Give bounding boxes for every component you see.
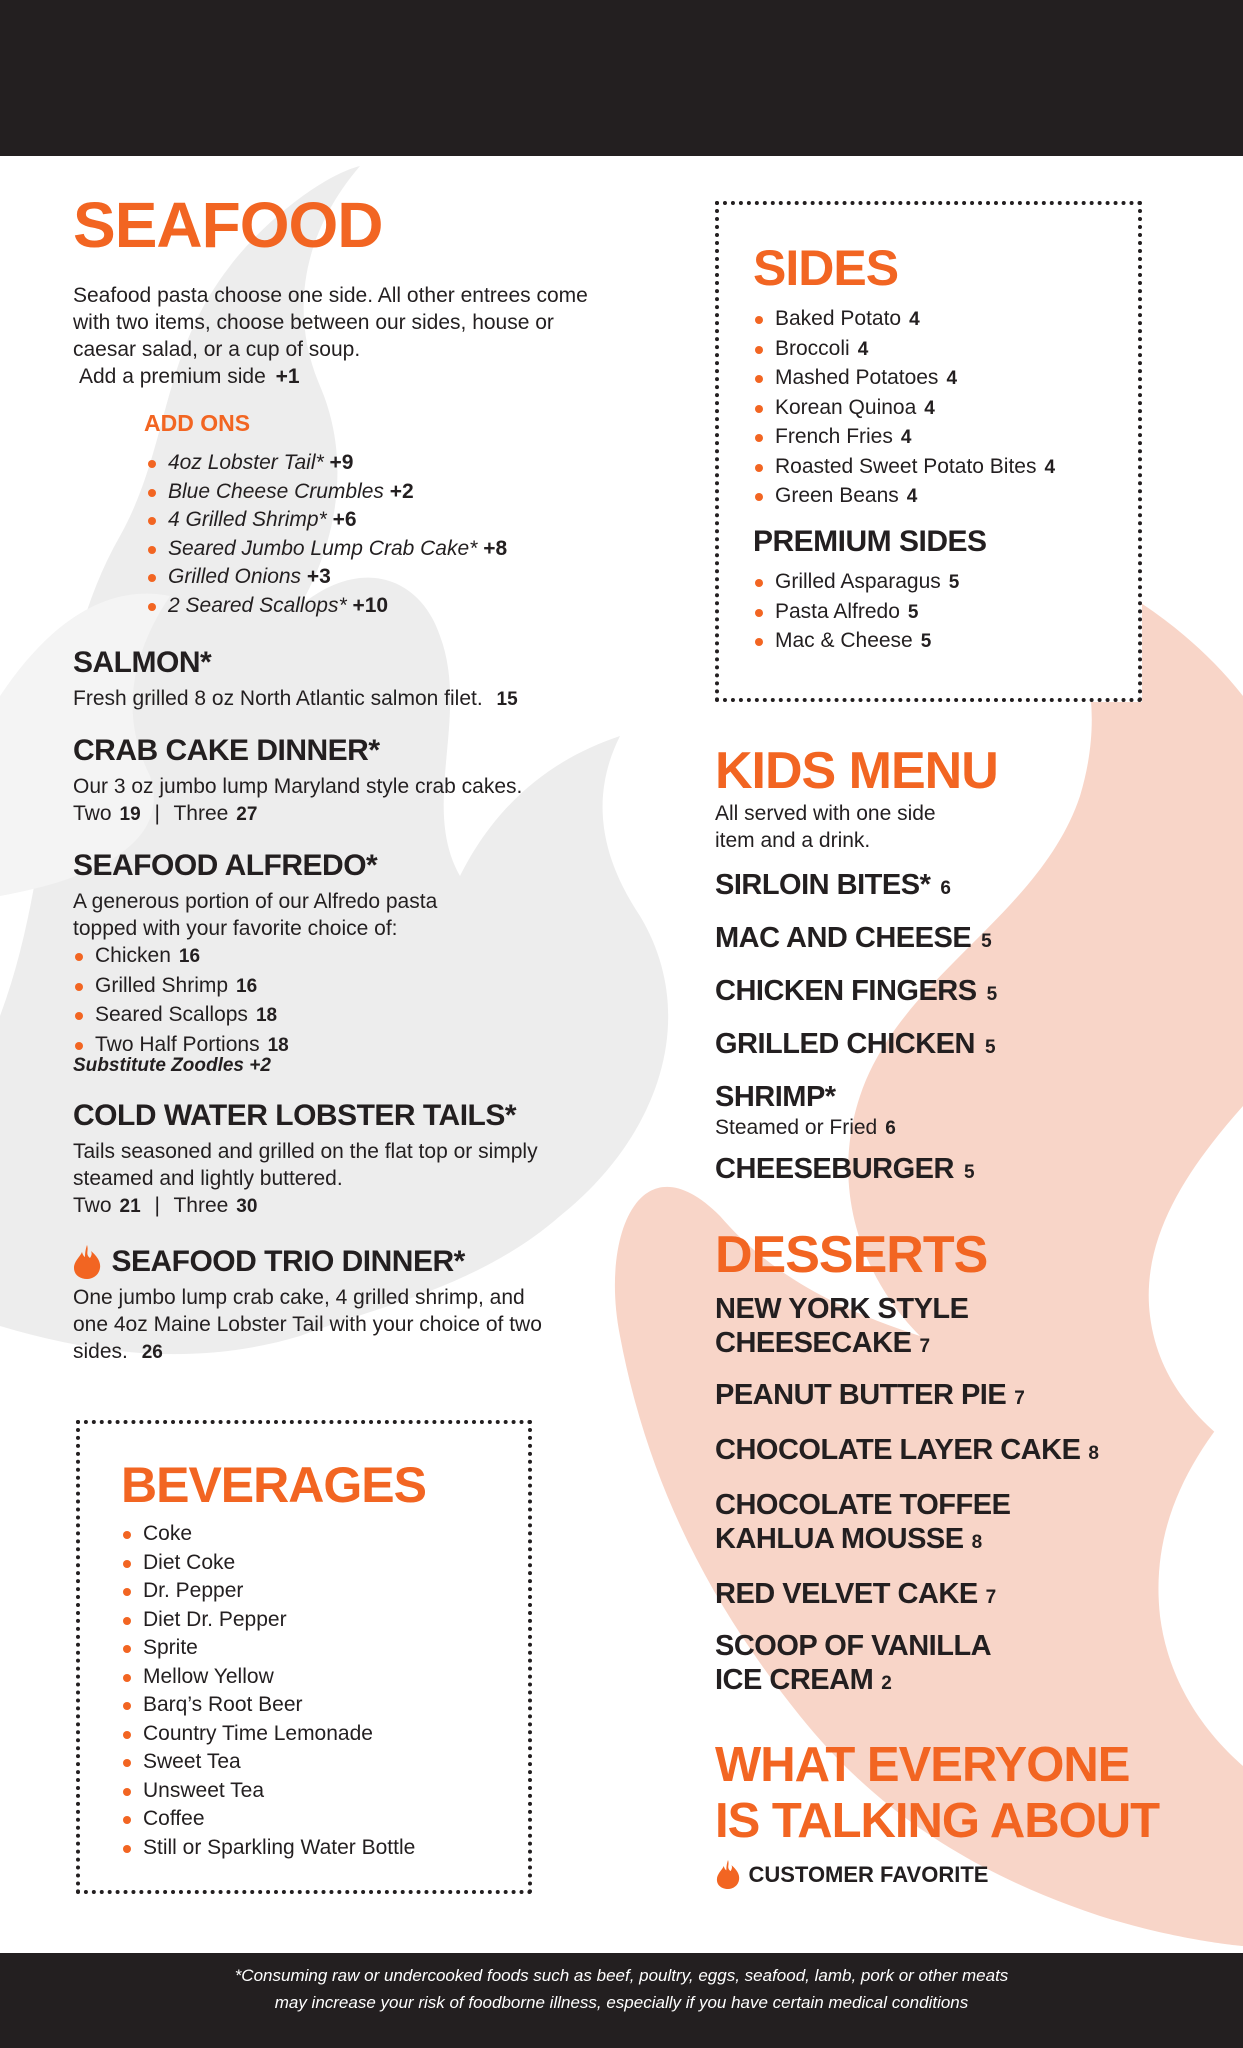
- beverage-item: Mellow Yellow: [121, 1663, 511, 1692]
- beverages-title: BEVERAGES: [121, 1457, 426, 1513]
- addons-title: ADD ONS: [144, 410, 251, 436]
- kids-item-shrimp: SHRIMP*: [715, 1081, 836, 1113]
- beverage-item: Diet Coke: [121, 1549, 511, 1578]
- crab-cake-title: CRAB CAKE DINNER*: [73, 734, 380, 767]
- salmon-desc: Fresh grilled 8 oz North Atlantic salmon filet.: [73, 687, 483, 710]
- favorite-legend: [716, 1860, 988, 1889]
- talking-title: [715, 1737, 1159, 1849]
- lobster-desc: Tails seasoned and grilled on the flat top or simply steamed and lightly buttered.: [73, 1140, 538, 1190]
- kids-item: GRILLED CHICKEN 5: [715, 1028, 996, 1060]
- crab-cake-desc: Our 3 oz jumbo lump Maryland style crab cakes.: [73, 775, 523, 798]
- lobster-two-price: 21: [119, 1196, 141, 1217]
- premium-side-text: Add a premium side: [79, 365, 266, 388]
- lobster-title: COLD WATER LOBSTER TAILS*: [73, 1099, 517, 1132]
- beverage-item: Sweet Tea: [121, 1748, 511, 1777]
- addon-item: 4oz Lobster Tail* +9: [146, 449, 596, 478]
- trio-desc-line: [73, 1284, 553, 1366]
- kids-title: KIDS MENU: [715, 742, 998, 800]
- desserts-title: DESSERTS: [715, 1226, 988, 1284]
- trio-title-row: [73, 1244, 465, 1280]
- side-item: Green Beans 4: [753, 482, 1133, 512]
- dessert-item: CHOCOLATE TOFFEE KAHLUA MOUSSE 8: [715, 1489, 1011, 1555]
- crab-three-price: 27: [236, 804, 258, 825]
- premium-side-item: Pasta Alfredo 5: [753, 598, 1133, 628]
- beverage-item: Still or Sparkling Water Bottle: [121, 1834, 511, 1863]
- premium-side-item: Mac & Cheese 5: [753, 627, 1133, 657]
- beverage-item: Dr. Pepper: [121, 1577, 511, 1606]
- premium-sides-title: PREMIUM SIDES: [753, 525, 987, 558]
- talking-line-2: IS TALKING ABOUT: [715, 1794, 1160, 1848]
- kids-item: SIRLOIN BITES* 6: [715, 869, 951, 901]
- trio-price: 26: [141, 1342, 163, 1363]
- premium-sides-list: [753, 568, 1133, 657]
- seafood-intro-text: Seafood pasta choose one side. All other entrees come with two items, choose between our sides, house or caesar salad, or a cup of soup.: [73, 284, 588, 361]
- dessert-item: NEW YORK STYLE CHEESECAKE 7: [715, 1293, 969, 1359]
- lobster-two-label: Two: [73, 1194, 112, 1217]
- kids-item: CHEESEBURGER 5: [715, 1153, 975, 1185]
- beverage-item: Unsweet Tea: [121, 1777, 511, 1806]
- addon-item: 2 Seared Scallops* +10: [146, 592, 596, 621]
- premium-side-line: [73, 363, 613, 390]
- addon-item: Grilled Onions +3: [146, 563, 596, 592]
- footer-disclaimer: [0, 1953, 1243, 2048]
- addon-item: Seared Jumbo Lump Crab Cake* +8: [146, 535, 596, 564]
- kids-desc: All served with one side item and a drink.: [715, 802, 936, 852]
- side-item: Korean Quinoa 4: [753, 394, 1133, 424]
- beverage-item: Barq’s Root Beer: [121, 1691, 511, 1720]
- side-item: French Fries 4: [753, 423, 1133, 453]
- crab-separator: |: [154, 802, 160, 825]
- flame-icon: [716, 1860, 740, 1889]
- kids-item: CHICKEN FINGERS 5: [715, 975, 997, 1007]
- talking-line-1: WHAT EVERYONE: [715, 1738, 1130, 1792]
- kids-items: [715, 868, 1135, 1190]
- crab-cake-prices: [73, 800, 633, 828]
- disclaimer-line-2: may increase your risk of foodborne illness, especially if you have certain medical conditions: [274, 1993, 969, 2012]
- dessert-item: PEANUT BUTTER PIE 7: [715, 1379, 1025, 1411]
- lobster-block: [73, 1138, 553, 1220]
- alfredo-option: Two Half Portions 18: [73, 1031, 503, 1061]
- addons-list: [146, 449, 596, 620]
- side-item: Roasted Sweet Potato Bites 4: [753, 453, 1133, 483]
- beverages-list: [121, 1520, 511, 1862]
- alfredo-option: Grilled Shrimp 16: [73, 972, 503, 1002]
- lobster-three-label: Three: [173, 1194, 229, 1217]
- kids-shrimp-price: 6: [885, 1118, 896, 1139]
- sides-title: SIDES: [753, 240, 899, 296]
- salmon-title: SALMON*: [73, 646, 212, 679]
- side-item: Broccoli 4: [753, 335, 1133, 365]
- beverage-item: Coffee: [121, 1805, 511, 1834]
- alfredo-substitute: Substitute Zoodles +2: [73, 1055, 271, 1076]
- alfredo-options: [73, 942, 503, 1060]
- dessert-item: RED VELVET CAKE 7: [715, 1578, 996, 1610]
- beverage-item: Country Time Lemonade: [121, 1720, 511, 1749]
- trio-title: SEAFOOD TRIO DINNER*: [111, 1245, 465, 1278]
- side-item: Mashed Potatoes 4: [753, 364, 1133, 394]
- crab-cake-block: [73, 773, 633, 828]
- kids-shrimp-desc-line: [715, 1114, 1135, 1142]
- sides-list: [753, 305, 1133, 512]
- beverage-item: Diet Dr. Pepper: [121, 1606, 511, 1635]
- salmon-price: 15: [496, 689, 518, 710]
- beverage-item: Coke: [121, 1520, 511, 1549]
- addon-item: 4 Grilled Shrimp* +6: [146, 506, 596, 535]
- side-item: Baked Potato 4: [753, 305, 1133, 335]
- premium-side-price: +1: [275, 365, 300, 388]
- flame-icon: [73, 1245, 101, 1279]
- lobster-prices: [73, 1192, 553, 1220]
- beverage-item: Sprite: [121, 1634, 511, 1663]
- lobster-three-price: 30: [236, 1196, 258, 1217]
- premium-side-item: Grilled Asparagus 5: [753, 568, 1133, 598]
- top-banner: [0, 0, 1243, 156]
- favorite-legend-label: CUSTOMER FAVORITE: [748, 1861, 989, 1887]
- addon-item: Blue Cheese Crumbles +2: [146, 478, 596, 507]
- kids-shrimp-desc: Steamed or Fried: [715, 1116, 878, 1139]
- dessert-item: SCOOP OF VANILLA ICE CREAM 2: [715, 1630, 992, 1696]
- crab-two-price: 19: [119, 804, 141, 825]
- crab-three-label: Three: [173, 802, 229, 825]
- kids-item: MAC AND CHEESE 5: [715, 922, 992, 954]
- disclaimer-line-1: *Consuming raw or undercooked foods such as beef, poultry, eggs, seafood, lamb, pork or other meats: [234, 1966, 1009, 1985]
- alfredo-option: Seared Scallops 18: [73, 1001, 503, 1031]
- alfredo-option: Chicken 16: [73, 942, 503, 972]
- seafood-intro: [73, 282, 613, 390]
- seafood-title: SEAFOOD: [73, 189, 383, 261]
- trio-desc: One jumbo lump crab cake, 4 grilled shrimp, and one 4oz Maine Lobster Tail with your choice of two sides.: [73, 1286, 542, 1363]
- alfredo-desc: A generous portion of our Alfredo pasta topped with your favorite choice of:: [73, 890, 438, 940]
- crab-two-label: Two: [73, 802, 112, 825]
- dessert-item: CHOCOLATE LAYER CAKE 8: [715, 1434, 1099, 1466]
- alfredo-title: SEAFOOD ALFREDO*: [73, 849, 378, 882]
- lobster-separator: |: [154, 1194, 160, 1217]
- salmon-desc-line: [73, 685, 633, 713]
- desserts-list: [715, 1292, 1135, 1701]
